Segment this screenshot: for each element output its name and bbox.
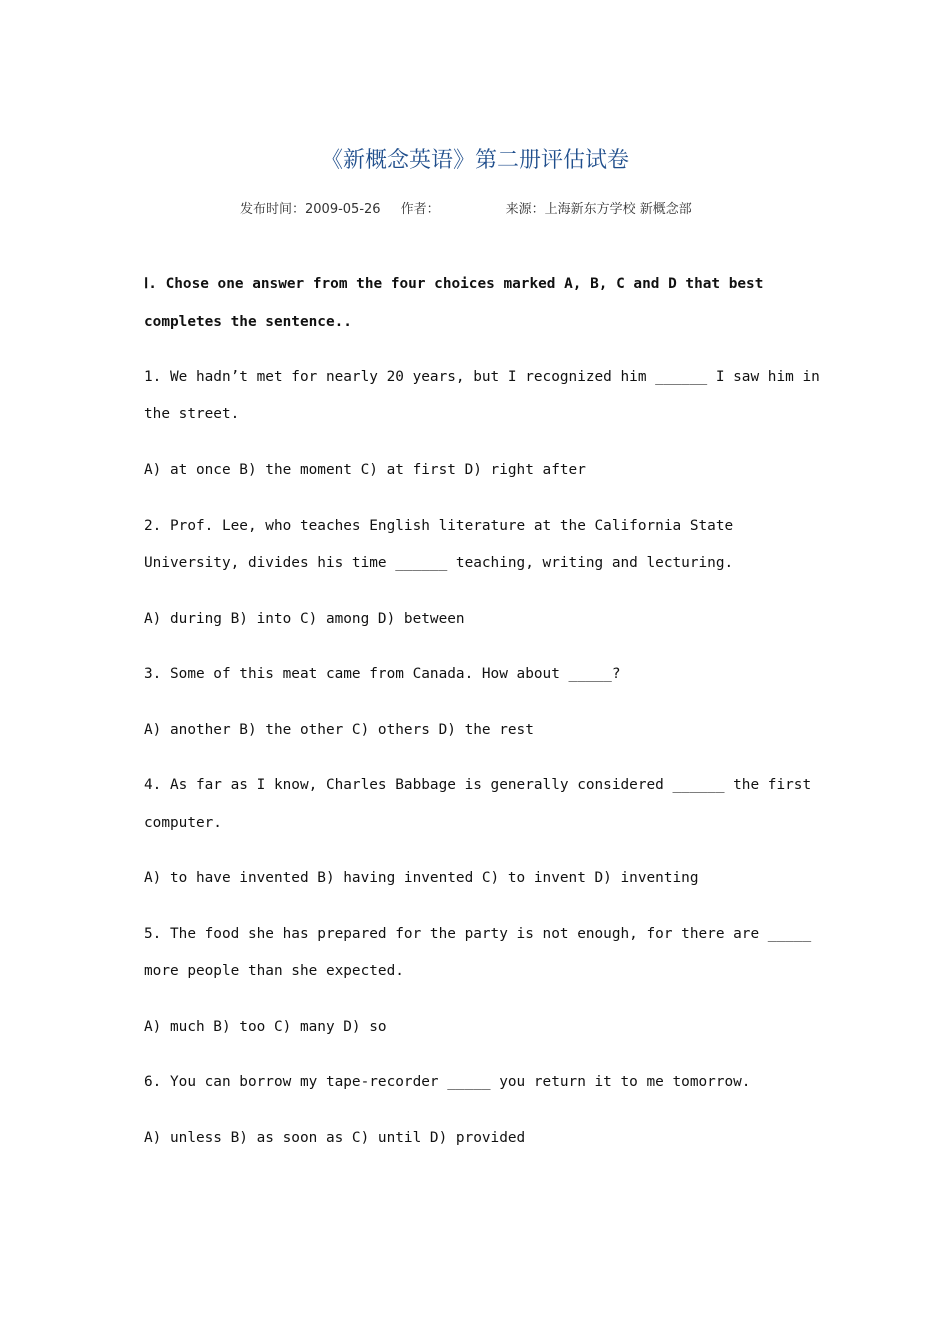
source-label: 来源：上海新东方学校 新概念部 bbox=[505, 202, 692, 217]
published-label: 发布时间： bbox=[240, 202, 306, 217]
question-1-options: A) at once B) the moment C) at first D) right after bbox=[144, 462, 586, 478]
question-2-text-cont: University, divides his time ______ teaching, writing and lecturing. bbox=[144, 555, 734, 571]
question-2-options: A) during B) into C) among D) between bbox=[144, 611, 465, 627]
question-3-options: A) another B) the other C) others D) the rest bbox=[144, 722, 534, 738]
page-title: 《新概念英语》第二册评估试卷 bbox=[320, 148, 629, 173]
question-2-text: 2. Prof. Lee, who teaches English literature at the California State bbox=[144, 518, 734, 534]
question-5-options: A) much B) too C) many D) so bbox=[144, 1019, 387, 1035]
question-6-text: 6. You can borrow my tape-recorder _____ you return it to me tomorrow. bbox=[144, 1074, 751, 1090]
question-5-text: 5. The food she has prepared for the party is not enough, for there are _____ bbox=[144, 926, 812, 942]
question-4-text-cont: computer. bbox=[144, 815, 222, 831]
author-label: 作者： bbox=[400, 202, 440, 217]
question-1-text: 1. We hadn’t met for nearly 20 years, but I recognized him ______ I saw him in bbox=[144, 369, 820, 385]
section-heading-line-1: Ⅰ. Chose one answer from the four choices marked A, B, C and D that best bbox=[144, 276, 764, 292]
question-6-options: A) unless B) as soon as C) until D) provided bbox=[144, 1130, 526, 1146]
article-meta bbox=[240, 200, 692, 220]
question-4-text: 4. As far as I know, Charles Babbage is generally considered ______ the first bbox=[144, 777, 812, 793]
question-4-options: A) to have invented B) having invented C) to invent D) inventing bbox=[144, 870, 699, 886]
question-3-text: 3. Some of this meat came from Canada. How about _____? bbox=[144, 666, 621, 682]
section-heading-line-2: completes the sentence.. bbox=[144, 314, 352, 330]
question-5-text-cont: more people than she expected. bbox=[144, 963, 404, 979]
published-date: 2009-05-26 bbox=[305, 202, 381, 217]
question-1-text-cont: the street. bbox=[144, 406, 240, 422]
